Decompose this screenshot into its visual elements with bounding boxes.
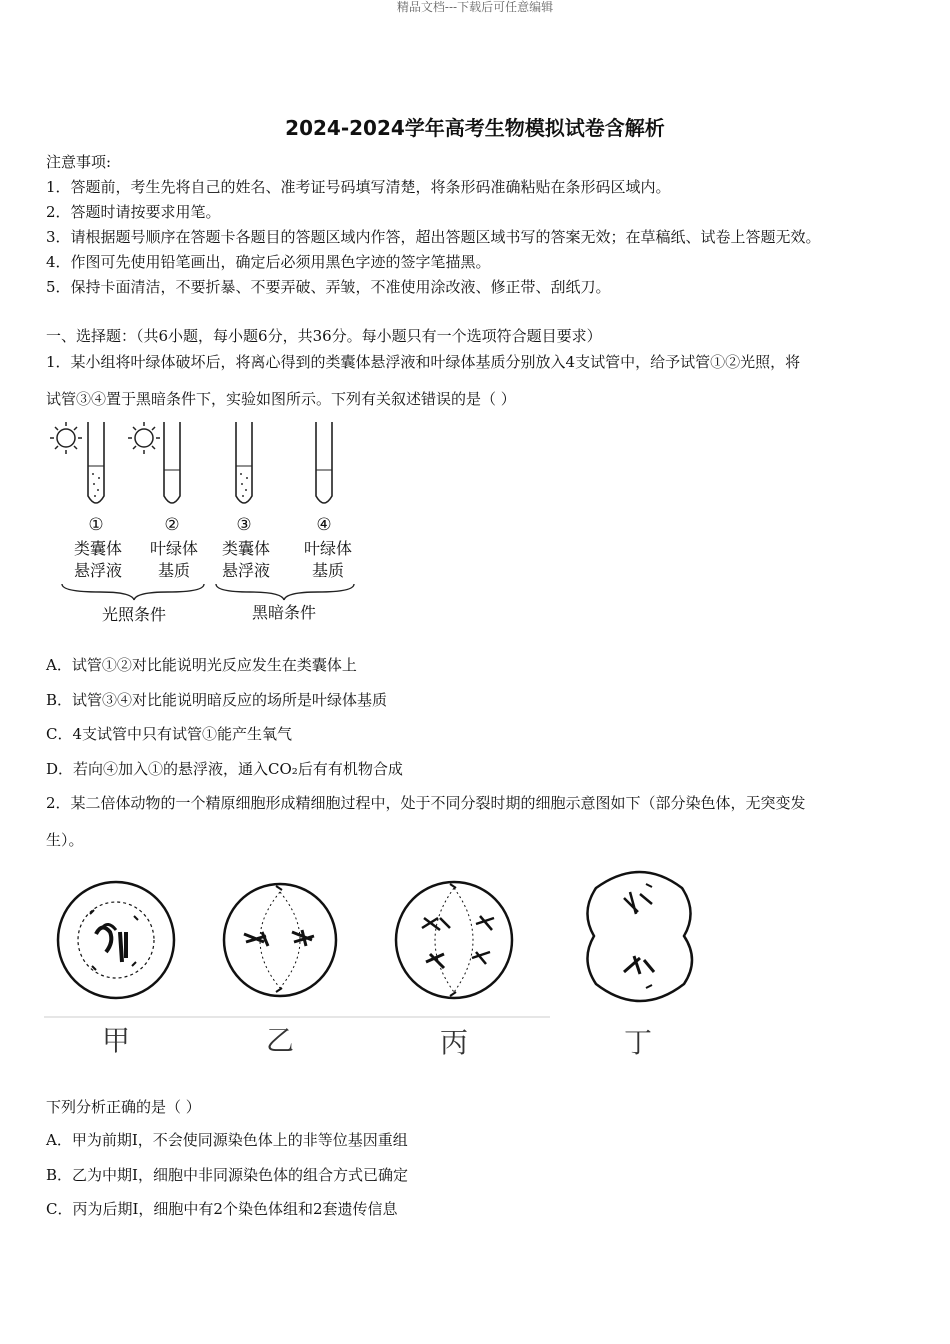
dark-brace [216, 584, 354, 600]
notice-item-5: 5．保持卡面清洁，不要折暴、不要弄破、弄皱，不准使用涂改液、修正带、刮纸刀。 [46, 278, 611, 296]
test-tube-4 [316, 422, 332, 503]
tube-4-number: ④ [316, 515, 332, 535]
cell-label-jia: 甲 [101, 1024, 131, 1057]
q2-stem-line1: 2．某二倍体动物的一个精原细胞形成精细胞过程中，处于不同分裂时期的细胞示意图如下（部分染色体，无突变发 [46, 794, 806, 812]
q1-stem-line2: 试管③④置于黑暗条件下，实验如图所示。下列有关叙述错误的是（ ） [46, 390, 516, 408]
tube-1-label1: 类囊体 [73, 539, 123, 558]
cell-label-bing: 丙 [439, 1026, 469, 1059]
light-condition-label: 光照条件 [101, 605, 167, 624]
q2-prompt: 下列分析正确的是（ ） [46, 1098, 201, 1116]
tube-1-number: ① [88, 515, 104, 535]
cell-yi [224, 884, 336, 996]
q2-option-c: C．丙为后期I，细胞中有2个染色体组和2套遗传信息 [46, 1200, 398, 1218]
q1-option-b: B．试管③④对比能说明暗反应的场所是叶绿体基质 [46, 691, 388, 709]
dark-condition-label: 黑暗条件 [251, 603, 317, 622]
page-title: 2024-2024学年高考生物模拟试卷含解析 [285, 116, 665, 140]
cell-label-ding: 丁 [623, 1026, 653, 1059]
q1-tube-figure [40, 418, 370, 628]
tube-4-label1: 叶绿体 [303, 539, 353, 558]
tube-2-label1: 叶绿体 [149, 539, 199, 558]
tube-3-label1: 类囊体 [221, 539, 271, 558]
sun-icon [50, 422, 82, 454]
tube-1-label2: 悬浮液 [73, 561, 123, 580]
page-watermark: 精品文档---下载后可任意编辑 [396, 0, 554, 14]
notice-item-2: 2．答题时请按要求用笔。 [46, 203, 221, 221]
cell-ding [587, 872, 692, 1001]
cell-label-yi: 乙 [265, 1024, 295, 1057]
q2-stem-line2: 生）。 [46, 831, 84, 849]
q1-option-c: C．4支试管中只有试管①能产生氧气 [46, 725, 293, 743]
tube-3-number: ③ [236, 515, 252, 535]
test-tube-2 [164, 422, 180, 503]
tube-3-label2: 悬浮液 [221, 561, 271, 580]
tube-2-label2: 基质 [157, 561, 191, 580]
notice-item-4: 4．作图可先使用铅笔画出，确定后必须用黑色字迹的签字笔描黑。 [46, 253, 491, 271]
section-heading: 一、选择题：（共6小题，每小题6分，共36分。每小题只有一个选项符合题目要求） [46, 327, 602, 345]
q2-option-a: A．甲为前期I，不会使同源染色体上的非等位基因重组 [46, 1131, 408, 1149]
tube-4-label2: 基质 [311, 561, 345, 580]
cell-bing [396, 882, 512, 998]
test-tube-1 [88, 422, 104, 503]
tube-2-number: ② [164, 515, 180, 535]
sun-icon [128, 422, 160, 454]
notice-item-1: 1．答题前，考生先将自己的姓名、准考证号码填写清楚，将条形码准确粘贴在条形码区域内。 [46, 178, 671, 196]
light-brace [62, 584, 204, 600]
q2-cell-figure [40, 862, 720, 1062]
q1-stem-line1: 1．某小组将叶绿体破坏后，将离心得到的类囊体悬浮液和叶绿体基质分别放入4支试管中，给予试管①②光照，将 [46, 353, 801, 371]
test-tube-3 [236, 422, 252, 503]
cell-jia [58, 882, 174, 998]
q1-option-d: D．若向④加入①的悬浮液，通入CO₂后有有机物合成 [46, 760, 403, 778]
q1-option-a: A．试管①②对比能说明光反应发生在类囊体上 [46, 656, 357, 674]
notice-heading: 注意事项: [46, 153, 112, 171]
notice-item-3: 3．请根据题号顺序在答题卡各题目的答题区域内作答，超出答题区域书写的答案无效；在草稿纸、试卷上答题无效。 [46, 228, 821, 246]
q2-option-b: B．乙为中期I，细胞中非同源染色体的组合方式已确定 [46, 1166, 408, 1184]
